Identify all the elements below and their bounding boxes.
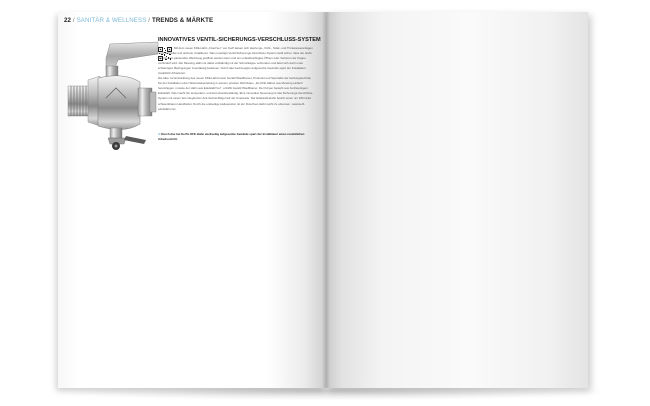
running-header xyxy=(64,17,213,24)
ball-valve-photo xyxy=(66,40,160,152)
book-spine xyxy=(322,12,330,388)
photo-caption xyxy=(158,132,308,141)
article-paragraph-1: Mit dem neuen KFE-Hahn „Fixerl'ser“ von Kerfi lassen sich Heizungs-, Kühl-, Solar- und Trinkwasseranlagen noch schneller und sicherer installieren. Das neuartige Ventil-Sicherungs-Verschluss-System stellt sicher, dass der Hahn nur mit dem passenden Werkzeug geöffnet werden kann und ein unbeabsichtigtes Öffnen oder Verlieren der Kappe verhindert wird. Der Messing-Hahn ist dabei vollständig mit der Schutzkappe verbunden und lässt sich auch unter schwierigen Bedingungen zuverlässig bedienen. Durch das werkzeuglos aufgesetzte Gewinde spart der Installateur zusätzlich Arbeitszeit. xyxy=(158,46,313,76)
caption-text: Durch das bei Kerfis KFE-Hahn werkseitig aufgesetzte Gewinde spart der Installateur einen zusätzlichen Arbeitsschritt. xyxy=(158,132,305,141)
header-separator: / xyxy=(72,17,75,24)
article-paragraph-2: Die Idee zur Entwicklung des neuen KFE-Hahns kam Gerald Wiedlhamer, Prokurist und Spezialist der Heizungstechnik, bei der Installation einer Warmwasserleitung in seinem privaten Wohnhaus. „Es KFE Hähne aus Messing einfach herumliegen, musste der Hahn aus Edelstahl her“, erzählt Gerald Wiedlhamer. Der Körper besteht aus hochwertigem Edelstahl. Das macht ihn temperatur- und korrosionsbeständig. Eine innovative Neuerung ist das Sicherungs-Verschluss-System mit einem fest integrierten Anti-Verlust-Bügel auf der Unterseite. Der Edelstahl-Hahn besitzt einen um 180 Grad schwenkbaren Handhebel. Durch die endseitige Haltepositon ist der Fixierl'ser-Hahn leicht zu erkennen. www.kerfi-edelstahl.com xyxy=(158,76,314,111)
right-page xyxy=(326,12,588,388)
header-topic: TRENDS & MÄRKTE xyxy=(151,17,214,24)
header-separator-2: / xyxy=(148,17,151,24)
caption-bullet-icon: ⊙ xyxy=(158,132,161,136)
header-section: SANITÄR & WELLNESS xyxy=(76,17,147,24)
article-title: INNOVATIVES VENTIL-SICHERUNGS-VERSCHLUSS-SYSTEM xyxy=(158,37,321,43)
page-number: 22 xyxy=(64,17,72,24)
article-body xyxy=(158,46,314,112)
